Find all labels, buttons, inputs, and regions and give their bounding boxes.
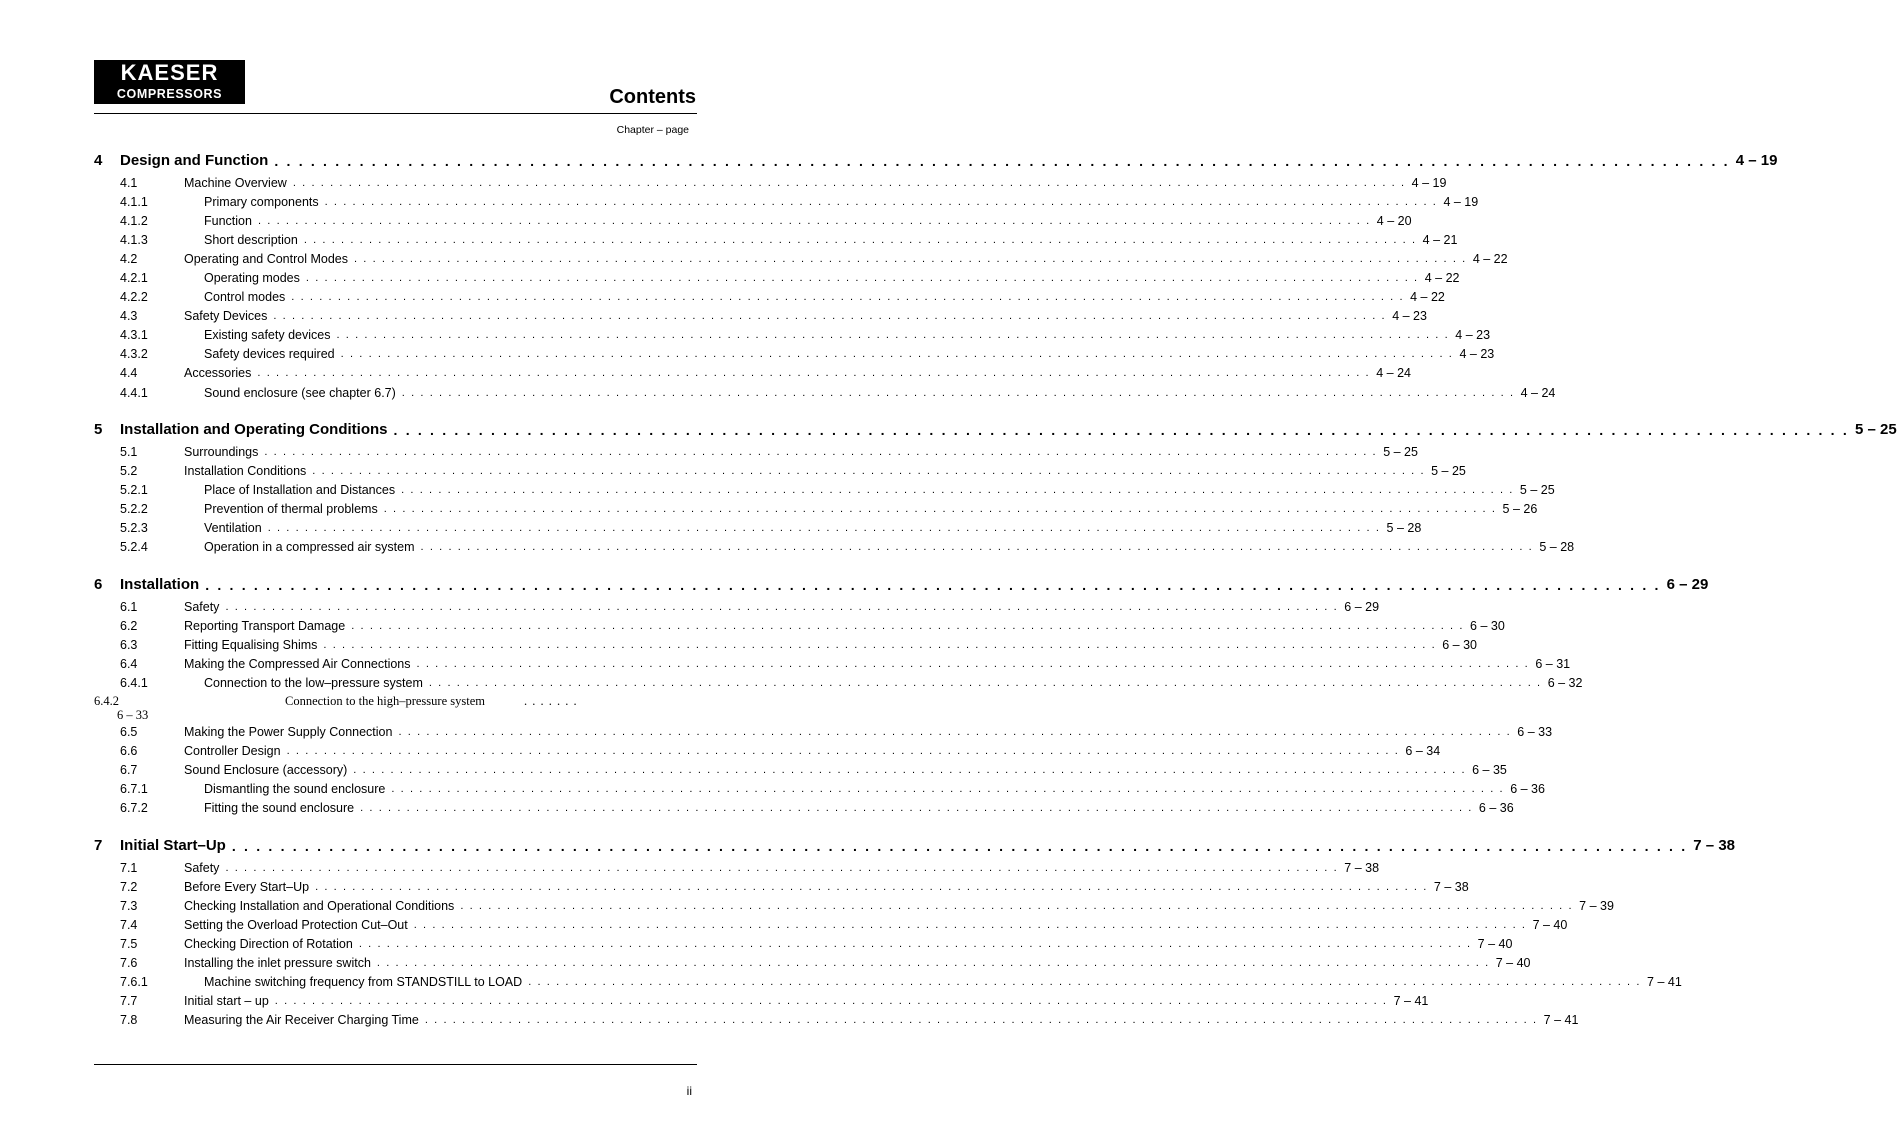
page-title: Contents: [609, 86, 696, 108]
toc-entry-title: Existing safety devices: [204, 328, 331, 342]
toc-entry-page: 4 – 22: [1410, 290, 1445, 304]
toc-entry-page: 5 – 25: [1431, 464, 1466, 478]
toc-entry[interactable]: [94, 324, 1491, 343]
toc-entry[interactable]: [94, 382, 1556, 401]
toc-entry-title: Surroundings: [184, 445, 259, 459]
toc-entry-title: Initial start – up: [184, 994, 269, 1008]
toc-entry-number: 6.6: [120, 744, 138, 758]
toc-entry[interactable]: [94, 498, 1538, 517]
toc-entry-number: 7.3: [120, 899, 138, 913]
toc-entry[interactable]: [94, 857, 1380, 876]
toc-entry-title: Function: [204, 214, 252, 228]
column-label: Chapter – page: [616, 124, 689, 136]
toc-entry-leader: . . . . . . . . . . . . . . . . . . . . . . . . . . . . . . . . . . . . . . . . . . . . . . . . . . . . . . . . . . . . . . . . . . . . . . . . . . . . . . . . . . . . . . . . . . . . . . . . . . . . . . . . . . . . . . . . . . . . . . . .: [353, 253, 1467, 265]
toc-entry-title: Safety: [184, 600, 220, 614]
footer-divider: [94, 1064, 697, 1065]
toc-entry-leader: . . . . . . . . . . . . . . . . . . . . . . . . . . . . . . . . . . . . . . . . . . . . . . . . . . . . . . . . . . . . . . . . . . . . . . . . . . . . . . . . . . . . . . . . . . . . . . . . . . . . . . . . . . . . . . . . . . . . . . . .: [291, 291, 1405, 303]
toc-entry-leader: . . . . . . . . . . . . . . . . . . . . . . . . . . . . . . . . . . . . . . . . . . . . . . . . . . . . . . . . . . . . . . . . . . . . . . . . . . . . . . . . . . . . . . . . . . . . . . . . . . . . . . . . . . . . . . . . . . . . . . . .: [286, 745, 1400, 757]
toc-entry-page: 7 – 41: [1543, 1013, 1579, 1027]
toc-entry[interactable]: [94, 672, 1583, 691]
toc-entry[interactable]: [94, 615, 1505, 634]
toc-entry-title: Making the Compressed Air Connections: [184, 657, 411, 671]
toc-entry-number: 7.7: [120, 994, 138, 1008]
toc-entry[interactable]: [94, 191, 1479, 210]
toc-entry-title: Checking Installation and Operational Conditions: [184, 899, 455, 913]
toc-entry[interactable]: [94, 797, 1514, 816]
toc-entry-leader: . . . . . . . . . . . . . . . . . . . . . . . . . . . . . . . . . . . . . . . . . . . . . . . . . . . . . . . . . . . . . . . . . . . . . . . . . . . . . . . . . . . . . . . . . . . . . . . . . . . . . . . . . . . . . . . . . . . . . . . .: [225, 862, 1339, 874]
toc-entry[interactable]: [94, 229, 1458, 248]
toc-entry-page: 5 – 26: [1502, 502, 1538, 516]
toc-entry[interactable]: [94, 248, 1508, 267]
toc-entry-number: 7.6: [120, 956, 138, 970]
toc-entry-page: 6 – 32: [1547, 676, 1583, 690]
toc-entry-title: Installation: [120, 576, 200, 593]
toc-entry-number: 4.1: [120, 176, 138, 190]
toc-entry-leader: . . . . . . . . . . . . . . . . . . . . . . . . . . . . . . . . . . . . . . . . . . . . . . . . . . . . . . . . . . . . . . . . . . . . . . . . . . . . . . . . . . . . . . . . . . . . . . . . . . . . . . . . . . . . . . . . . . . . . . . .: [401, 387, 1515, 399]
toc-entry-number: 6.4: [120, 657, 138, 671]
kaeser-logo: [94, 60, 245, 104]
toc-entry-number: 7.8: [120, 1013, 138, 1027]
toc-entry[interactable]: [94, 759, 1507, 778]
toc-entry-number: 6.7: [120, 763, 138, 777]
toc-entry-leader: . . . . . . . . . . . . . . . . . . . . . . . . . . . . . . . . . . . . . . . . . . . . . . . . . . . . . . . . . . . . . . . . . . . . . . . . . . . . . . . . . . . . . . . . . . . . . . . . . . . . . . . . . . . . . . . . . . . . . . . .: [376, 957, 1490, 969]
toc-entry-leader: . . . . . . . . . . . . . . . . . . . . . . . . . . . . . . . . . . . . . . . . . . . . . . . . . . . . . . . . . . . . . . . . . . . . . . . . . . . . . . . . . . . . . . . . . . . . . . . . . . . . . . . . . . . . . . . . . . . . . . . .: [303, 234, 1417, 246]
toc-entry-number: 6.5: [120, 725, 138, 739]
toc-entry[interactable]: [94, 362, 1411, 381]
logo-brand: KAESER: [120, 60, 219, 85]
toc-entry-title: Controller Design: [184, 744, 281, 758]
toc-entry-leader: . . . . . . . . . . . . . . . . . . . . . . . . . . . . . . . . . . . . . . . . . . . . . . . . . . . . . . . . . . . . . . . . . . . . . . . . . . . . . . . . . . . . . . . . . . . . . . . . . . . . . . . . . . . . . . . . . . . . . . . .: [413, 919, 1527, 931]
toc-entry-title: Primary components: [204, 195, 319, 209]
toc-entry-leader: . . . . . . . . . . . . . . . . . . . . . . . . . . . . . . . . . . . . . . . . . . . . . . . . . . . . . . . . . . . . . . . . . . . . . . . . . . . . . . . . . . . . . . . . . . . . . . . . . . . . . . . . . . . . . . . . . . . . . . . .: [324, 196, 1438, 208]
toc-entry-number: 5.2.3: [120, 521, 148, 535]
toc-entry-title: Installation Conditions: [184, 464, 307, 478]
toc-entry-number: 4.4: [120, 366, 138, 380]
toc-entry-page: 4 – 24: [1520, 386, 1556, 400]
toc-entry-number: 4.4.1: [120, 386, 148, 400]
toc-entry[interactable]: [94, 933, 1513, 952]
toc-entry-number: 7: [94, 837, 103, 854]
toc-entry-title: Installation and Operating Conditions: [120, 421, 388, 438]
toc-entry-title: Ventilation: [204, 521, 262, 535]
toc-entry-leader: . . . . . . . . . . . . . . . . . . . . . . . . . . . . . . . . . . . . . . . . . . . . . . . . . . . . . . . . . . . . . . . . . . . . . . . . . . . . . . . . . . . . . . . . . . . . . . . . . . . . . . . . . . . . . . . . . . . . . . . .: [257, 367, 1371, 379]
toc-entry-number: 7.2: [120, 880, 138, 894]
toc-entry-title: Control modes: [204, 290, 286, 304]
toc-chapter[interactable]: [94, 147, 1778, 169]
toc-entry-leader: . . . . . . . . . . . . . . . . . . . . . . . . . . . . . . . . . . . . . . . . . . . . . . . . . . . . . . . . . . . . . . . . . . . . . . . . . . . . . . . . . . . . . . . . . . . . . . . . . . . . . . . . . . . . . . . . . . . . . . . .: [274, 153, 1730, 169]
toc-entry-number: 5.2.2: [120, 502, 148, 516]
toc-entry-leader: . . . . . . . . . . . . . . . . . . . . . . . . . . . . . . . . . . . . . . . . . . . . . . . . . . . . . . . . . . . . . . . . . . . . . . . . . . . . . . . . . . . . . . . . . . . . . . . . . . . . . . . . . . . . . . . . . . . . . . . .: [315, 881, 1428, 893]
toc-entry-leader: . . . . . . . . . . . . . . . . . . . . . . . . . . . . . . . . . . . . . . . . . . . . . . . . . . . . . . . . . . . . . . . . . . . . . . . . . . . . . . . . . . . . . . . . . . . . . . . . . . . . . . . . . . . . . . . . . . . . . . . .: [340, 348, 1454, 360]
toc-entry-title: Sound Enclosure (accessory): [184, 763, 348, 777]
toc-entry-number: 6.7.1: [120, 782, 148, 796]
toc-entry-leader: . . . . . . . . . . . . . . . . . . . . . . . . . . . . . . . . . . . . . . . . . . . . . . . . . . . . . . . . . . . . . . . . . . . . . . . . . . . . . . . . . . . . . . . . . . . . . . . . . . . . . . . . . . . . . . . . . . . . . . . .: [398, 726, 1512, 738]
toc-entry-page: 4 – 22: [1424, 271, 1460, 285]
toc-entry-page: 5 – 25: [1519, 483, 1555, 497]
toc-entry-title: Accessories: [184, 366, 252, 380]
toc-entry-page: 4 – 20: [1376, 214, 1412, 228]
toc-entry-page: 6 – 29: [1344, 600, 1380, 614]
toc-entry-number: 7.4: [120, 918, 138, 932]
toc-entry[interactable]: [94, 441, 1418, 460]
toc-entry[interactable]: [94, 479, 1555, 498]
toc-entry-title: Machine switching frequency from STANDSTILL to LOAD: [204, 975, 523, 989]
toc-entry-page: 5 – 28: [1539, 540, 1575, 554]
toc-entry-page: 5 – 25: [1383, 445, 1418, 459]
toc-entry-page: 6 – 33: [117, 708, 149, 722]
toc-entry[interactable]: [94, 634, 1477, 653]
toc-entry-number: 6.4.1: [120, 676, 148, 690]
toc-entry-number: 7.6.1: [120, 975, 148, 989]
toc-entry-title: Design and Function: [120, 152, 269, 169]
toc-entry-title: Short description: [204, 233, 298, 247]
toc-entry-leader: . . . . . . . . . . . . . . . . . . . . . . . . . . . . . . . . . . . . . . . . . . . . . . . . . . . . . . . . . . . . . . . . . . . . . . . . . . . . . . . . . . . . . . . . . . . . . . . . . . . . . . . . . . . . . . . . . . . . . . . .: [420, 541, 1534, 553]
toc-entry-number: 6.3: [120, 638, 138, 652]
toc-entry[interactable]: [94, 460, 1466, 479]
toc-entry[interactable]: [94, 914, 1568, 933]
toc-entry-title: Initial Start–Up: [120, 837, 226, 854]
toc-entry-page: 7 – 41: [1393, 994, 1429, 1008]
toc-entry-page: 5 – 25: [1854, 421, 1897, 438]
toc-entry-leader: . . . . . . . . . . . . . . . . . . . . . . . . . . . . . . . . . . . . . . . . . . . . . . . . . . . . . . . . . . . . . . . . . . . . . . . . . . . . . . . . . . . . . . . . . . . . . . . . . . . . . . . . . . . . . . . . . . . . . . . .: [383, 503, 1497, 515]
toc-entry[interactable]: [94, 895, 1614, 914]
toc-entry-page: 6 – 34: [1405, 744, 1441, 758]
toc-entry-title: Before Every Start–Up: [184, 880, 310, 894]
toc-entry-page: 7 – 38: [1344, 861, 1380, 875]
toc-entry[interactable]: [94, 952, 1531, 971]
toc-entry-leader: . . . . . . . . . . . . . . . . . . . . . . . . . . . . . . . . . . . . . . . . . . . . . . . . . . . . . . . . . . . . . . . . . . . . . . . . . . . . . . . . . . . . . . . . . . . . . . . . . . . . . . . . . . . . . . . . . . . . . . . .: [460, 900, 1574, 912]
toc-entry-leader: . . . . . . . . . . . . . . . . . . . . . . . . . . . . . . . . . . . . . . . . . . . . . . . . . . . . . . . . . . . . . . . . . . . . . . . . . . . . . . . . . . . . . . . . . . . . . . . . . . . . . . . . . . . . . . . . . . . . . . . .: [336, 329, 1450, 341]
toc-entry-leader: . . . . . . .: [524, 694, 578, 708]
toc-entry-number: 5.2: [120, 464, 138, 478]
toc-entry-page: 6 – 31: [1535, 657, 1571, 671]
toc-entry-title: Setting the Overload Protection Cut–Out: [184, 918, 408, 932]
toc-entry-leader: . . . . . . . . . . . . . . . . . . . . . . . . . . . . . . . . . . . . . . . . . . . . . . . . . . . . . . . . . . . . . . . . . . . . . . . . . . . . . . . . . . . . . . . . . . . . . . . . . . . . . . . . . . . . . . . . . . . . . . . .: [358, 938, 1472, 950]
toc-chapter[interactable]: [94, 832, 1736, 854]
toc-entry[interactable]: [94, 971, 1682, 990]
toc-entry-leader: . . . . . . . . . . . . . . . . . . . . . . . . . . . . . . . . . . . . . . . . . . . . . . . . . . . . . . . . . . . . . . . . . . . . . . . . . . . . . . . . . . . . . . . . . . . . . . . . . . . . . . . . . . . . . . . . . . . . . . . .: [225, 601, 1339, 613]
toc-entry-page: 4 – 19: [1443, 195, 1479, 209]
toc-entry[interactable]: [94, 517, 1422, 536]
toc-entry-title: Connection to the high–pressure system: [285, 694, 485, 708]
toc-entry[interactable]: [94, 267, 1460, 286]
toc-entry-title: Operating modes: [204, 271, 300, 285]
toc-entry-title: Checking Direction of Rotation: [184, 937, 353, 951]
toc-entry-number: 6.1: [120, 600, 138, 614]
toc-entry-number: 4.2.2: [120, 290, 148, 304]
toc-entry-leader: . . . . . . . . . . . . . . . . . . . . . . . . . . . . . . . . . . . . . . . . . . . . . . . . . . . . . . . . . . . . . . . . . . . . . . . . . . . . . . . . . . . . . . . . . . . . . . . . . . . . . . . . . . . . . . . . . . . . . . . .: [416, 658, 1530, 670]
toc-entry-leader: . . . . . . . . . . . . . . . . . . . . . . . . . . . . . . . . . . . . . . . . . . . . . . . . . . . . . . . . . . . . . . . . . . . . . . . . . . . . . . . . . . . . . . . . . . . . . . . . . . . . . . . . . . . . . . . . . . . . . . . .: [205, 577, 1661, 593]
toc-entry-page: 4 – 24: [1376, 366, 1411, 380]
toc-entry-leader: . . . . . . . . . . . . . . . . . . . . . . . . . . . . . . . . . . . . . . . . . . . . . . . . . . . . . . . . . . . . . . . . . . . . . . . . . . . . . . . . . . . . . . . . . . . . . . . . . . . . . . . . . . . . . . . . . . . . . . . .: [274, 995, 1388, 1007]
toc-entry[interactable]: [94, 778, 1545, 797]
toc-entry-page: 6 – 30: [1442, 638, 1477, 652]
toc-entry-page: 6 – 30: [1470, 619, 1505, 633]
toc-entry-page: 4 – 19: [1411, 176, 1447, 190]
toc-entry-title: Installing the inlet pressure switch: [184, 956, 371, 970]
toc-entry[interactable]: [94, 286, 1445, 305]
toc-entry-leader: . . . . . . . . . . . . . . . . . . . . . . . . . . . . . . . . . . . . . . . . . . . . . . . . . . . . . . . . . . . . . . . . . . . . . . . . . . . . . . . . . . . . . . . . . . . . . . . . . . . . . . . . . . . . . . . . . . . . . . . .: [528, 976, 1642, 988]
toc-entry[interactable]: [94, 653, 1571, 672]
toc-entry-page: 4 – 19: [1735, 152, 1778, 169]
toc-chapter[interactable]: [94, 416, 1897, 438]
toc-entry[interactable]: [94, 536, 1575, 555]
toc-entry-leader: . . . . . . . . . . . . . . . . . . . . . . . . . . . . . . . . . . . . . . . . . . . . . . . . . . . . . . . . . . . . . . . . . . . . . . . . . . . . . . . . . . . . . . . . . . . . . . . . . . . . . . . . . . . . . . . . . . . . . . . .: [353, 764, 1467, 776]
toc-entry-title: Machine Overview: [184, 176, 287, 190]
toc-entry-page: 4 – 22: [1472, 252, 1508, 266]
toc-entry-leader: . . . . . . . . . . . . . . . . . . . . . . . . . . . . . . . . . . . . . . . . . . . . . . . . . . . . . . . . . . . . . . . . . . . . . . . . . . . . . . . . . . . . . . . . . . . . . . . . . . . . . . . . . . . . . . . . . . . . . . . .: [267, 522, 1381, 534]
toc-entry-page: 6 – 33: [1517, 725, 1553, 739]
toc-entry-page: 7 – 40: [1477, 937, 1513, 951]
toc-entry-title: Prevention of thermal problems: [204, 502, 378, 516]
toc-entry-page: 6 – 29: [1666, 576, 1709, 593]
toc-entry[interactable]: [94, 172, 1447, 191]
toc-entry-leader: . . . . . . . . . . . . . . . . . . . . . . . . . . . . . . . . . . . . . . . . . . . . . . . . . . . . . . . . . . . . . . . . . . . . . . . . . . . . . . . . . . . . . . . . . . . . . . . . . . . . . . . . . . . . . . . . . . . . . . . .: [360, 802, 1473, 814]
toc-entry[interactable]: [94, 596, 1380, 615]
toc-entry-title: Place of Installation and Distances: [204, 483, 396, 497]
toc-entry-leader: . . . . . . . . . . . . . . . . . . . . . . . . . . . . . . . . . . . . . . . . . . . . . . . . . . . . . . . . . . . . . . . . . . . . . . . . . . . . . . . . . . . . . . . . . . . . . . . . . . . . . . . . . . . . . . . . . . . . . . . .: [257, 215, 1371, 227]
toc-entry-leader: . . . . . . . . . . . . . . . . . . . . . . . . . . . . . . . . . . . . . . . . . . . . . . . . . . . . . . . . . . . . . . . . . . . . . . . . . . . . . . . . . . . . . . . . . . . . . . . . . . . . . . . . . . . . . . . . . . . . . . . .: [292, 177, 1406, 189]
toc-entry-number: 6.4.2: [94, 694, 119, 708]
toc-entry-page: 5 – 28: [1386, 521, 1422, 535]
toc-entry-title: Making the Power Supply Connection: [184, 725, 393, 739]
toc-entry-page: 7 – 38: [1693, 837, 1736, 854]
toc-entry-leader: . . . . . . . . . . . . . . . . . . . . . . . . . . . . . . . . . . . . . . . . . . . . . . . . . . . . . . . . . . . . . . . . . . . . . . . . . . . . . . . . . . . . . . . . . . . . . . . . . . . . . . . . . . . . . . . . . . . . . . . .: [273, 310, 1387, 322]
toc-entry-leader: . . . . . . . . . . . . . . . . . . . . . . . . . . . . . . . . . . . . . . . . . . . . . . . . . . . . . . . . . . . . . . . . . . . . . . . . . . . . . . . . . . . . . . . . . . . . . . . . . . . . . . . . . . . . . . . . . . . . . . . .: [393, 422, 1849, 438]
toc-entry-leader: . . . . . . . . . . . . . . . . . . . . . . . . . . . . . . . . . . . . . . . . . . . . . . . . . . . . . . . . . . . . . . . . . . . . . . . . . . . . . . . . . . . . . . . . . . . . . . . . . . . . . . . . . . . . . . . . . . . . . . . .: [351, 620, 1465, 632]
toc-entry-number: 5.2.4: [120, 540, 148, 554]
toc-entry-leader: . . . . . . . . . . . . . . . . . . . . . . . . . . . . . . . . . . . . . . . . . . . . . . . . . . . . . . . . . . . . . . . . . . . . . . . . . . . . . . . . . . . . . . . . . . . . . . . . . . . . . . . . . . . . . . . . . . . . . . . .: [305, 272, 1419, 284]
toc-entry-title: Fitting the sound enclosure: [204, 801, 355, 815]
toc-entry-title: Dismantling the sound enclosure: [204, 782, 386, 796]
logo-subtitle: COMPRESSORS: [116, 87, 223, 101]
toc-entry-page: 6 – 35: [1472, 763, 1507, 777]
toc-entry[interactable]: [94, 990, 1429, 1009]
toc-entry-number: 5: [94, 421, 103, 438]
toc-entry-leader: . . . . . . . . . . . . . . . . . . . . . . . . . . . . . . . . . . . . . . . . . . . . . . . . . . . . . . . . . . . . . . . . . . . . . . . . . . . . . . . . . . . . . . . . . . . . . . . . . . . . . . . . . . . . . . . . . . . . . . . .: [391, 783, 1505, 795]
toc-entry-page: 4 – 23: [1459, 347, 1495, 361]
toc-entry-leader: . . . . . . . . . . . . . . . . . . . . . . . . . . . . . . . . . . . . . . . . . . . . . . . . . . . . . . . . . . . . . . . . . . . . . . . . . . . . . . . . . . . . . . . . . . . . . . . . . . . . . . . . . . . . . . . . . . . . . . . .: [323, 639, 1437, 651]
toc-entry-number: 6.2: [120, 619, 138, 633]
toc-entry-leader: . . . . . . . . . . . . . . . . . . . . . . . . . . . . . . . . . . . . . . . . . . . . . . . . . . . . . . . . . . . . . . . . . . . . . . . . . . . . . . . . . . . . . . . . . . . . . . . . . . . . . . . . . . . . . . . . . . . . . . . .: [231, 838, 1688, 854]
toc-entry-page: 6 – 36: [1478, 801, 1514, 815]
toc-entry-number: 4.3.2: [120, 347, 148, 361]
toc-entry-number: 5.1: [120, 445, 138, 459]
toc-entry-title: Safety devices required: [204, 347, 335, 361]
toc-entry-number: 4.1.1: [120, 195, 148, 209]
toc-entry[interactable]: [94, 343, 1495, 362]
toc-entry-page: 7 – 41: [1647, 975, 1682, 989]
toc-entry-number: 4.3.1: [120, 328, 148, 342]
toc-entry-title: Operating and Control Modes: [184, 252, 348, 266]
toc-entry-number: 4.1.3: [120, 233, 148, 247]
toc-entry-title: Safety: [184, 861, 220, 875]
toc-chapter[interactable]: [94, 571, 1709, 593]
toc-entry-number: 6.7.2: [120, 801, 148, 815]
toc-entry-number: 4: [94, 152, 103, 169]
toc-entry-number: 5.2.1: [120, 483, 148, 497]
toc-entry-number: 4.2.1: [120, 271, 148, 285]
toc-entry-page: 6 – 36: [1510, 782, 1545, 796]
toc-entry-number: 4.2: [120, 252, 138, 266]
toc-entry-leader: . . . . . . . . . . . . . . . . . . . . . . . . . . . . . . . . . . . . . . . . . . . . . . . . . . . . . . . . . . . . . . . . . . . . . . . . . . . . . . . . . . . . . . . . . . . . . . . . . . . . . . . . . . . . . . . . . . . . . . . .: [264, 446, 1378, 458]
toc-entry-title: Safety Devices: [184, 309, 268, 323]
toc-entry-page: 4 – 23: [1455, 328, 1491, 342]
toc-entry[interactable]: [94, 740, 1441, 759]
toc-entry-leader: . . . . . . . . . . . . . . . . . . . . . . . . . . . . . . . . . . . . . . . . . . . . . . . . . . . . . . . . . . . . . . . . . . . . . . . . . . . . . . . . . . . . . . . . . . . . . . . . . . . . . . . . . . . . . . . . . . . . . . . .: [424, 1014, 1538, 1026]
toc-entry-title: Operation in a compressed air system: [204, 540, 415, 554]
toc-entry-page: 7 – 39: [1579, 899, 1614, 913]
toc-entry-title: Measuring the Air Receiver Charging Time: [184, 1013, 419, 1027]
toc-entry-page: 7 – 40: [1532, 918, 1568, 932]
toc-entry-leader: . . . . . . . . . . . . . . . . . . . . . . . . . . . . . . . . . . . . . . . . . . . . . . . . . . . . . . . . . . . . . . . . . . . . . . . . . . . . . . . . . . . . . . . . . . . . . . . . . . . . . . . . . . . . . . . . . . . . . . . .: [428, 677, 1542, 689]
toc-entry-number: 7.5: [120, 937, 138, 951]
header-divider: [94, 113, 697, 114]
toc-entry[interactable]: [94, 876, 1469, 895]
toc-entry-title: Fitting Equalising Shims: [184, 638, 318, 652]
toc-entry-page: 7 – 40: [1495, 956, 1531, 970]
toc-entry[interactable]: [94, 305, 1427, 324]
toc-entry-title: Sound enclosure (see chapter 6.7): [204, 386, 396, 400]
toc-entry[interactable]: [94, 210, 1412, 229]
toc-entry-leader: . . . . . . . . . . . . . . . . . . . . . . . . . . . . . . . . . . . . . . . . . . . . . . . . . . . . . . . . . . . . . . . . . . . . . . . . . . . . . . . . . . . . . . . . . . . . . . . . . . . . . . . . . . . . . . . . . . . . . . . .: [401, 484, 1514, 496]
toc-entry-title: Reporting Transport Damage: [184, 619, 346, 633]
toc-entry-title: Connection to the low–pressure system: [204, 676, 423, 690]
toc-entry[interactable]: [94, 1009, 1579, 1028]
toc-entry-page: 4 – 23: [1392, 309, 1427, 323]
toc-entry-number: 4.1.2: [120, 214, 148, 228]
toc-entry-page: 4 – 21: [1422, 233, 1458, 247]
page-number: ii: [686, 1084, 692, 1098]
toc-entry-page: 7 – 38: [1433, 880, 1469, 894]
toc-entry-number: 4.3: [120, 309, 138, 323]
toc-entry-number: 6: [94, 576, 103, 593]
toc-entry-leader: . . . . . . . . . . . . . . . . . . . . . . . . . . . . . . . . . . . . . . . . . . . . . . . . . . . . . . . . . . . . . . . . . . . . . . . . . . . . . . . . . . . . . . . . . . . . . . . . . . . . . . . . . . . . . . . . . . . . . . . .: [312, 465, 1426, 477]
toc-entry-number: 7.1: [120, 861, 138, 875]
toc-entry-misrendered[interactable]: [94, 694, 594, 724]
